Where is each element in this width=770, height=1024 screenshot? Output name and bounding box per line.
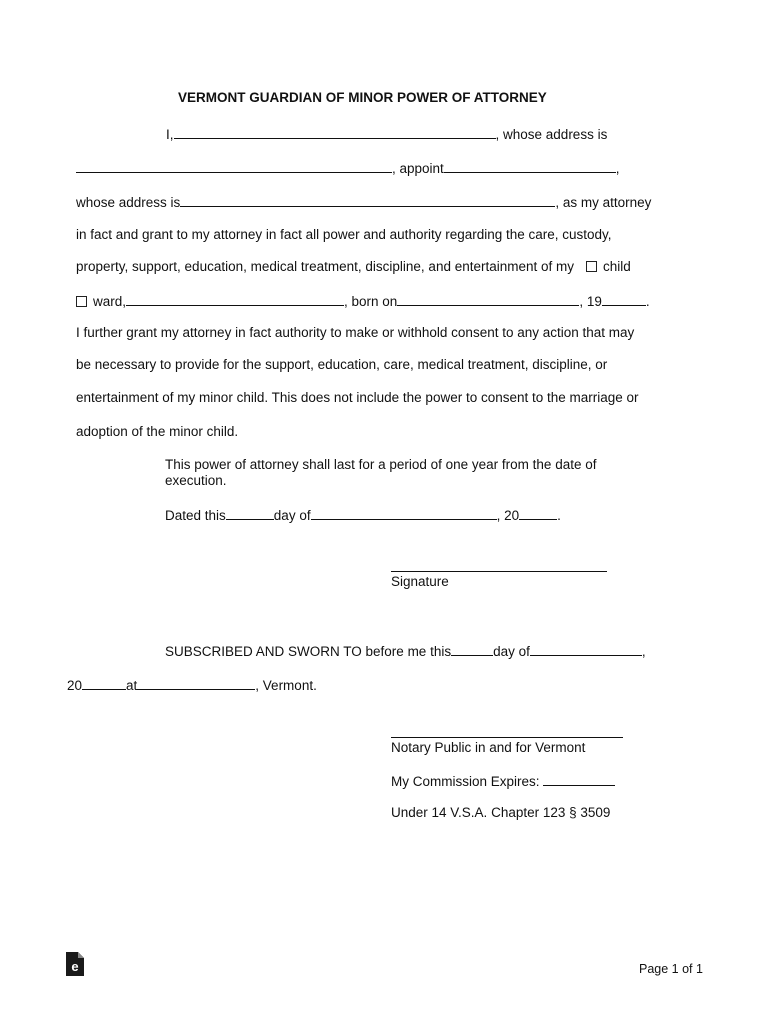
attorney-name-field[interactable]: [444, 160, 616, 173]
signature-field[interactable]: [391, 571, 607, 572]
sworn-year-field[interactable]: [82, 677, 126, 690]
page-number: Page 1 of 1: [639, 962, 703, 976]
child-checkbox[interactable]: [586, 261, 597, 272]
consent-text-2: be necessary to provide for the support, education, care, medical treatment, discipline, or: [76, 357, 608, 372]
svg-text:e: e: [71, 959, 79, 974]
signature-label: Signature: [391, 574, 449, 589]
attorney-address-line: whose address is , as my attorney: [76, 195, 652, 210]
sworn-month-field[interactable]: [530, 643, 642, 656]
attorney-address-field[interactable]: [180, 194, 555, 207]
care-text-line: property, support, education, medical treatment, discipline, and entertainment of my child: [76, 259, 631, 274]
ward-name-field[interactable]: [126, 293, 344, 306]
birth-date-field[interactable]: [397, 293, 579, 306]
grantor-name-field[interactable]: [174, 126, 496, 139]
sworn-line: SUBSCRIBED AND SWORN TO before me this day of ,: [165, 644, 646, 659]
notary-label: Notary Public in and for Vermont: [391, 740, 586, 755]
sworn-day-field[interactable]: [451, 643, 493, 656]
birth-year-field[interactable]: [602, 293, 646, 306]
statute-reference: Under 14 V.S.A. Chapter 123 § 3509: [391, 805, 611, 820]
dated-month-field[interactable]: [311, 507, 497, 520]
grantor-address-field[interactable]: [76, 160, 392, 173]
consent-text-3: entertainment of my minor child. This does not include the power to consent to the marriage or: [76, 390, 639, 405]
sworn-location-line: 20 at , Vermont.: [67, 678, 317, 693]
ward-line: ward, , born on , 19 .: [76, 293, 650, 310]
commission-expiry-field[interactable]: [543, 773, 615, 786]
grantor-line: I, , whose address is: [166, 127, 608, 142]
notary-signature-field[interactable]: [391, 737, 623, 738]
consent-text-1: I further grant my attorney in fact authority to make or withhold consent to any action that may: [76, 325, 635, 340]
duration-text-2: execution.: [165, 473, 227, 488]
duration-text-1: This power of attorney shall last for a period of one year from the date of: [165, 457, 597, 472]
document-title: VERMONT GUARDIAN OF MINOR POWER OF ATTORNEY: [178, 90, 547, 105]
dated-year-field[interactable]: [519, 507, 557, 520]
commission-line: My Commission Expires:: [391, 773, 615, 790]
consent-text-4: adoption of the minor child.: [76, 424, 239, 439]
appoint-line: , appoint ,: [76, 160, 620, 177]
dated-line: Dated this day of , 20 .: [165, 508, 561, 523]
dated-day-field[interactable]: [226, 507, 274, 520]
authority-text: in fact and grant to my attorney in fact all power and authority regarding the care, custody,: [76, 227, 612, 242]
eforms-logo-icon: [66, 952, 84, 976]
sworn-town-field[interactable]: [137, 677, 255, 690]
ward-checkbox[interactable]: [76, 296, 87, 307]
